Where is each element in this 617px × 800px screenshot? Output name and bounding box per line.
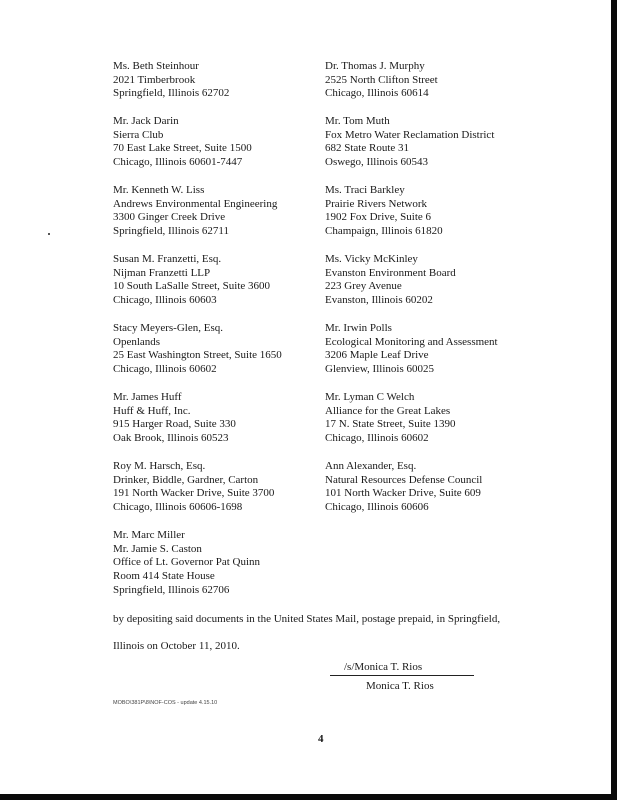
address-line: 2021 Timberbrook	[113, 73, 196, 86]
address-line: Chicago, Illinois 60614	[325, 87, 429, 100]
address-line: 17 N. State Street, Suite 1390	[325, 418, 456, 431]
address-line: 2525 North Clifton Street	[325, 73, 438, 86]
address-line: Chicago, Illinois 60606	[325, 501, 429, 514]
address-line: Dr. Thomas J. Murphy	[325, 60, 425, 72]
address-line: Roy M. Harsch, Esq.	[113, 460, 206, 472]
signature-line	[330, 675, 474, 676]
address-line: Ms. Vicky McKinley	[325, 253, 418, 265]
address-line: Fox Metro Water Reclamation District	[325, 128, 495, 141]
address-line: Andrews Environmental Engineering	[113, 197, 278, 210]
address-line: Drinker, Biddle, Gardner, Carton	[113, 473, 259, 486]
address-line: Springfield, Illinois 62706	[113, 583, 230, 596]
address-line: Champaign, Illinois 61820	[325, 225, 443, 238]
address-line: Evanston Environment Board	[325, 266, 456, 279]
address-block-liss	[113, 184, 277, 239]
page-border-right	[611, 0, 617, 800]
address-block-barkley	[325, 184, 443, 239]
scan-speck	[48, 233, 50, 235]
address-line: Prairie Rivers Network	[325, 197, 428, 210]
address-line: Mr. Irwin Polls	[325, 322, 392, 334]
address-line: Chicago, Illinois 60603	[113, 294, 217, 307]
address-line: Chicago, Illinois 60602	[113, 363, 217, 376]
address-line: 1902 Fox Drive, Suite 6	[325, 211, 432, 224]
address-line: Huff & Huff, Inc.	[113, 404, 191, 417]
service-date-line: Illinois on October 11, 2010.	[113, 640, 240, 652]
address-line: Room 414 State House	[113, 570, 215, 583]
page-number: 4	[318, 733, 324, 745]
address-line: Mr. Lyman C Welch	[325, 391, 415, 403]
signer-name: Monica T. Rios	[366, 680, 434, 692]
address-line: Oak Brook, Illinois 60523	[113, 432, 229, 445]
address-line: Mr. Jamie S. Caston	[113, 542, 202, 555]
address-block-mckinley	[325, 253, 456, 308]
address-line: Ann Alexander, Esq.	[325, 460, 417, 472]
address-block-polls	[325, 322, 498, 377]
address-line: Chicago, Illinois 60606-1698	[113, 501, 243, 514]
address-line: Oswego, Illinois 60543	[325, 156, 428, 169]
address-line: 682 State Route 31	[325, 142, 410, 155]
address-line: 223 Grey Avenue	[325, 280, 402, 293]
address-line: Evanston, Illinois 60202	[325, 294, 433, 307]
address-line: 3206 Maple Leaf Drive	[325, 349, 429, 362]
address-line: 3300 Ginger Creek Drive	[113, 211, 226, 224]
service-statement: by depositing said documents in the United States Mail, postage prepaid, in Springfield,	[113, 613, 501, 625]
page-border-bottom	[0, 794, 617, 800]
address-line: Chicago, Illinois 60601-7447	[113, 156, 243, 169]
document-footer-code: MOBO\381P\8\NOF-COS - update 4.15.10	[113, 700, 218, 706]
address-block-alexander	[325, 460, 482, 515]
address-line: Chicago, Illinois 60602	[325, 432, 429, 445]
address-line: Springfield, Illinois 62711	[113, 225, 230, 238]
address-block-franzetti	[113, 253, 270, 308]
address-block-miller-caston	[113, 529, 260, 598]
address-block-muth	[325, 115, 494, 170]
address-line: Mr. Jack Darin	[113, 115, 179, 127]
address-line: Mr. Marc Miller	[113, 529, 185, 541]
address-line: Ecological Monitoring and Assessment	[325, 335, 498, 348]
address-block-meyers-glen	[113, 322, 282, 377]
address-line: Openlands	[113, 335, 161, 348]
address-line: 70 East Lake Street, Suite 1500	[113, 142, 252, 155]
address-line: Mr. Kenneth W. Liss	[113, 184, 205, 196]
address-line: Office of Lt. Governor Pat Quinn	[113, 556, 261, 569]
address-line: 10 South LaSalle Street, Suite 3600	[113, 280, 271, 293]
address-line: Ms. Beth Steinhour	[113, 60, 199, 72]
address-block-huff	[113, 391, 236, 446]
address-line: 191 North Wacker Drive, Suite 3700	[113, 487, 275, 500]
address-block-darin	[113, 115, 252, 170]
address-line: Mr. James Huff	[113, 391, 182, 403]
address-line: Nijman Franzetti LLP	[113, 266, 211, 279]
address-line: Sierra Club	[113, 128, 164, 141]
address-block-harsch	[113, 460, 274, 515]
address-line: Mr. Tom Muth	[325, 115, 390, 127]
electronic-signature: /s/Monica T. Rios	[344, 661, 423, 673]
address-line: 25 East Washington Street, Suite 1650	[113, 349, 282, 362]
address-line: 915 Harger Road, Suite 330	[113, 418, 236, 431]
address-line: Springfield, Illinois 62702	[113, 87, 230, 100]
address-block-murphy	[325, 60, 438, 101]
address-line: Glenview, Illinois 60025	[325, 363, 434, 376]
address-line: Ms. Traci Barkley	[325, 184, 405, 196]
address-line: 101 North Wacker Drive, Suite 609	[325, 487, 481, 500]
address-line: Alliance for the Great Lakes	[325, 404, 451, 417]
address-line: Susan M. Franzetti, Esq.	[113, 253, 222, 265]
address-line: Stacy Meyers-Glen, Esq.	[113, 322, 223, 334]
address-block-steinhour	[113, 60, 229, 101]
address-block-welch	[325, 391, 455, 446]
address-line: Natural Resources Defense Council	[325, 473, 483, 486]
